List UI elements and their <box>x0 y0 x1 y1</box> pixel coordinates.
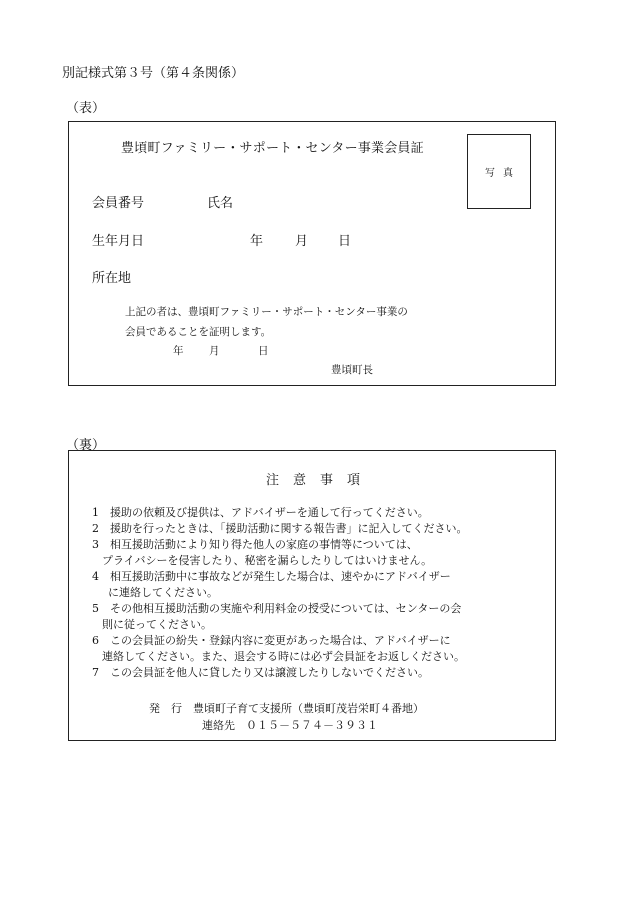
member-card-front <box>68 121 556 386</box>
contact-line: 連絡先 ０１５－５７４－３９３１ <box>202 719 378 732</box>
certification-text-line-2: 会員であることを証明します。 <box>125 326 272 338</box>
note-line: 則に従ってください。 <box>102 618 212 631</box>
birthdate-label: 生年月日 <box>92 234 145 249</box>
birth-day-label: 日 <box>338 234 352 249</box>
address-label: 所在地 <box>92 271 132 286</box>
certification-text-line-1: 上記の者は、豊頃町ファミリー・サポート・センター事業の <box>125 306 408 318</box>
note-line: 5 その他相互援助活動の実施や利用料金の授受については、センターの会 <box>92 602 462 615</box>
issuer-line: 発 行 豊頃町子育て支援所（豊頃町茂岩栄町４番地） <box>149 702 424 715</box>
note-line: 1 援助の依頼及び提供は、アドバイザーを通して行ってください。 <box>92 506 429 519</box>
card-title: 豊頃町ファミリー・サポート・センター事業会員証 <box>121 141 424 156</box>
issue-day-label: 日 <box>258 345 269 357</box>
issuer-mayor: 豊頃町長 <box>331 364 373 376</box>
member-number-label: 会員番号 <box>92 196 145 211</box>
back-side-label: （裏） <box>66 438 106 453</box>
form-number-title: 別記様式第３号（第４条関係） <box>62 66 245 81</box>
front-side-label: （表） <box>66 101 106 116</box>
photo-box <box>467 134 531 209</box>
note-line: に連絡してください。 <box>108 586 218 599</box>
note-line: 6 この会員証の紛失・登録内容に変更があった場合は、アドバイザーに <box>92 634 451 647</box>
issue-year-label: 年 <box>173 345 184 357</box>
note-line: 3 相互援助活動により知り得た他人の家庭の事情等については、 <box>92 538 418 551</box>
note-line: 7 この会員証を他人に貸したり又は譲渡したりしないでください。 <box>92 666 429 679</box>
name-label: 氏名 <box>207 196 234 211</box>
notes-heading: 注意事項 <box>266 473 375 488</box>
note-line: プライバシーを侵害したり、秘密を漏らしたりしてはいけません。 <box>102 554 433 567</box>
member-card-back <box>68 450 556 741</box>
birth-year-label: 年 <box>250 234 264 249</box>
photo-label: 写真 <box>485 168 521 179</box>
issue-month-label: 月 <box>209 345 220 357</box>
birth-month-label: 月 <box>295 234 309 249</box>
note-line: 2 援助を行ったときは、「援助活動に関する報告書」に記入してください。 <box>92 522 468 535</box>
note-line: 4 相互援助活動中に事故などが発生した場合は、速やかにアドバイザー <box>92 570 451 583</box>
note-line: 連絡してください。また、退会する時には必ず会員証をお返しください。 <box>102 650 465 663</box>
